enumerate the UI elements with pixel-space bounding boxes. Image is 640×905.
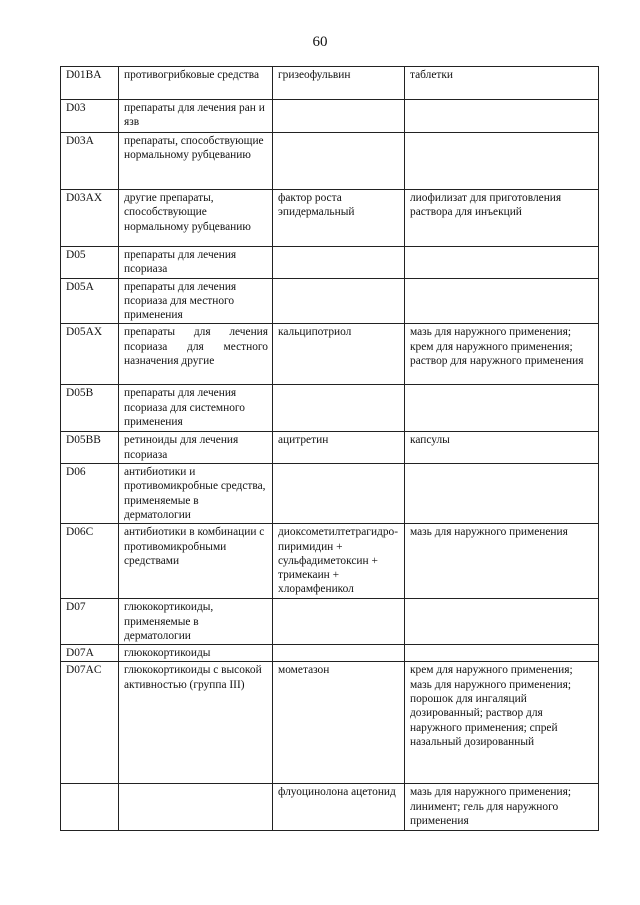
drug-name: фактор роста эпидермальный xyxy=(273,190,405,247)
drug-name xyxy=(273,599,405,645)
group-name: препараты, способствующие нормальному рубцеванию xyxy=(119,133,273,190)
dosage-form xyxy=(405,100,599,133)
drug-name xyxy=(273,385,405,432)
drug-name: флуоцинолона ацетонид xyxy=(273,784,405,831)
drug-classification-table xyxy=(60,66,599,831)
drug-name xyxy=(273,100,405,133)
table-row xyxy=(61,278,599,324)
dosage-form xyxy=(405,645,599,662)
group-name xyxy=(119,784,273,831)
dosage-form: лиофилизат для приготовления раствора для инъекций xyxy=(405,190,599,247)
drug-name xyxy=(273,247,405,279)
group-name: глюкокортикоиды xyxy=(119,645,273,662)
table-row xyxy=(61,599,599,645)
group-name: противогрибковые средства xyxy=(119,67,273,100)
drug-name: гризеофульвин xyxy=(273,67,405,100)
table-row xyxy=(61,464,599,524)
table-row xyxy=(61,432,599,464)
dosage-form: мазь для наружного применения; линимент; гель для наружного применения xyxy=(405,784,599,831)
atc-code: D03A xyxy=(61,133,119,190)
atc-code: D05BB xyxy=(61,432,119,464)
group-name: антибиотики в комбинации с противомикробными средствами xyxy=(119,524,273,599)
group-name: глюкокортикоиды, применяемые в дерматологии xyxy=(119,599,273,645)
atc-code: D05 xyxy=(61,247,119,279)
dosage-form: таблетки xyxy=(405,67,599,100)
atc-code: D07AC xyxy=(61,662,119,784)
drug-name xyxy=(273,464,405,524)
dosage-form: капсулы xyxy=(405,432,599,464)
atc-code: D01BA xyxy=(61,67,119,100)
dosage-form xyxy=(405,599,599,645)
dosage-form xyxy=(405,464,599,524)
table-row xyxy=(61,324,599,385)
atc-code: D03AX xyxy=(61,190,119,247)
group-name: препараты для лечения псориаза для системного применения xyxy=(119,385,273,432)
atc-code: D05B xyxy=(61,385,119,432)
atc-code: D06C xyxy=(61,524,119,599)
atc-code: D05AX xyxy=(61,324,119,385)
drug-name: мометазон xyxy=(273,662,405,784)
dosage-form: мазь для наружного применения; крем для наружного применения; раствор для наружного применения xyxy=(405,324,599,385)
dosage-form xyxy=(405,133,599,190)
dosage-form xyxy=(405,278,599,324)
group-name: препараты для лечения псориаза для местного назначения другие xyxy=(119,324,273,385)
table-row xyxy=(61,524,599,599)
atc-code: D06 xyxy=(61,464,119,524)
dosage-form xyxy=(405,247,599,279)
page-number: 60 xyxy=(312,34,328,50)
table-row xyxy=(61,385,599,432)
group-name: другие препараты, способствующие нормальному рубцеванию xyxy=(119,190,273,247)
drug-name: кальципотриол xyxy=(273,324,405,385)
atc-code: D03 xyxy=(61,100,119,133)
atc-code: D07A xyxy=(61,645,119,662)
dosage-form xyxy=(405,385,599,432)
group-name: глюкокортикоиды с высокой активностью (группа III) xyxy=(119,662,273,784)
table-row xyxy=(61,784,599,831)
table-row xyxy=(61,67,599,100)
atc-code: D07 xyxy=(61,599,119,645)
drug-name xyxy=(273,278,405,324)
table-row xyxy=(61,190,599,247)
drug-name: диоксометилтетрагидро-пиримидин + сульфадиметоксин + тримекаин + хлорамфеникол xyxy=(273,524,405,599)
group-name: препараты для лечения псориаза для местного применения xyxy=(119,278,273,324)
atc-code xyxy=(61,784,119,831)
group-name: антибиотики и противомикробные средства, применяемые в дерматологии xyxy=(119,464,273,524)
atc-code: D05A xyxy=(61,278,119,324)
group-name: препараты для лечения псориаза xyxy=(119,247,273,279)
group-name: ретиноиды для лечения псориаза xyxy=(119,432,273,464)
dosage-form: крем для наружного применения; мазь для наружного применения; порошок для ингаляций дозированный; раствор для наружного применения; спрей назальный дозированный xyxy=(405,662,599,784)
drug-name xyxy=(273,645,405,662)
drug-name xyxy=(273,133,405,190)
table-row xyxy=(61,662,599,784)
table-row xyxy=(61,100,599,133)
dosage-form: мазь для наружного применения xyxy=(405,524,599,599)
group-name: препараты для лечения ран и язв xyxy=(119,100,273,133)
table-row xyxy=(61,133,599,190)
table-row xyxy=(61,645,599,662)
drug-name: ацитретин xyxy=(273,432,405,464)
table-row xyxy=(61,247,599,279)
